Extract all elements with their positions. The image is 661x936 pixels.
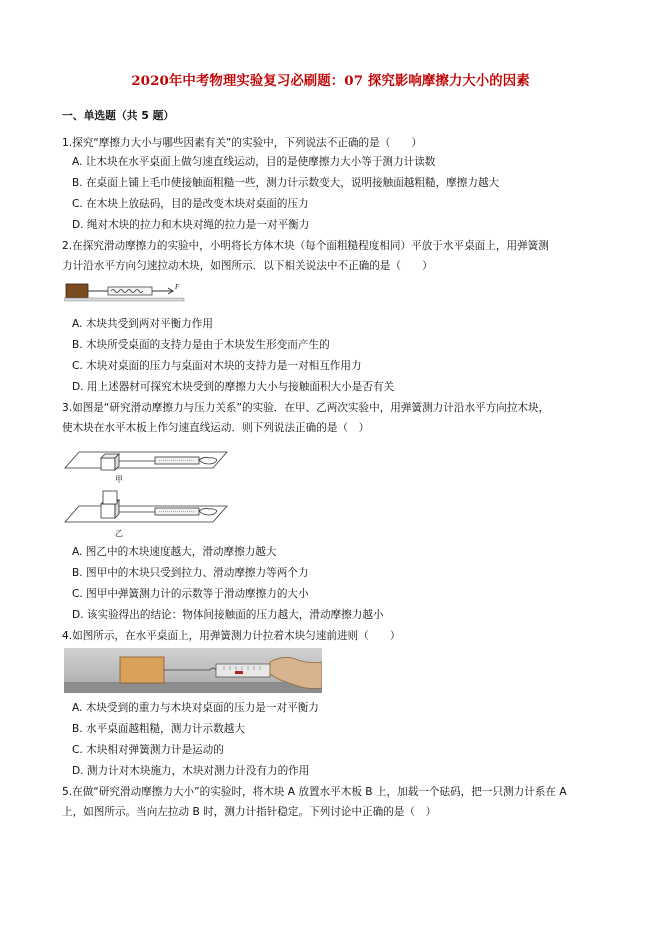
force-label: F <box>175 283 180 291</box>
question-3-option-b: B. 图甲中的木块只受到拉力、滑动摩擦力等两个力 <box>72 567 309 579</box>
question-1-option-b: B. 在桌面上铺上毛巾使接触面粗糙一些，测力计示数变大，说明接触面越粗糙，摩擦力越大 <box>72 177 500 189</box>
block-jia <box>101 458 115 470</box>
question-1-option-c: C. 在木块上放砝码，目的是改变木块对桌面的压力 <box>72 198 309 210</box>
question-3-option-c: C. 图甲中弹簧测力计的示数等于滑动摩擦力的大小 <box>72 588 309 600</box>
question-3-stem-line-2: 使木块在水平木板上作匀速直线运动．则下列说法正确的是（ ） <box>62 422 370 434</box>
figure-q2-block-spring-scale <box>64 281 190 305</box>
weight-block-yi <box>103 491 117 504</box>
question-2-option-a: A. 木块共受到两对平衡力作用 <box>72 318 213 330</box>
question-3-option-d: D. 该实验得出的结论：物体间接触面的压力越大，滑动摩擦力越小 <box>72 609 384 621</box>
question-1-option-a: A. 让木块在水平桌面上做匀速直线运动，目的是使摩擦力大小等于测力计读数 <box>72 156 436 168</box>
question-2-option-d: D. 用上述器材可探究木块受到的摩擦力大小与接触面积大小是否有关 <box>72 381 395 393</box>
figure-q4-photo <box>64 648 322 693</box>
spring-scale <box>216 664 270 677</box>
question-4-option-c: C. 木块相对弹簧测力计是运动的 <box>72 744 224 756</box>
table-edge <box>64 682 322 693</box>
question-2-option-b: B. 木块所受桌面的支持力是由于木块发生形变而产生的 <box>72 339 330 351</box>
figure-q3-two-setups <box>63 442 231 540</box>
block-yi <box>101 504 115 518</box>
wooden-block <box>66 284 88 298</box>
question-5-stem-line-2: 上，如图所示。当向左拉动 B 时，测力计指针稳定。下列讨论中正确的是（ ） <box>62 806 437 818</box>
question-1-option-d: D. 绳对木块的拉力和木块对绳的拉力是一对平衡力 <box>72 219 310 231</box>
question-4-option-d: D. 测力计对木块施力，木块对测力计没有力的作用 <box>72 765 310 777</box>
question-4-option-a: A. 木块受到的重力与木块对桌面的压力是一对平衡力 <box>72 702 319 714</box>
question-1-stem: 1.探究“摩擦力大小与哪些因素有关”的实验中，下列说法不正确的是（ ） <box>62 137 423 149</box>
wooden-block <box>120 657 164 683</box>
question-4-option-b: B. 水平桌面越粗糙，测力计示数越大 <box>72 723 245 735</box>
label-jia: 甲 <box>115 475 123 484</box>
label-yi: 乙 <box>115 529 123 538</box>
question-3-option-a: A. 图乙中的木块速度越大，滑动摩擦力越大 <box>72 546 277 558</box>
page-title: 2020年中考物理实验复习必刷题：07 探究影响摩擦力大小的因素 <box>131 73 530 89</box>
question-2-option-c: C. 木块对桌面的压力与桌面对木块的支持力是一对相互作用力 <box>72 360 362 372</box>
section-heading: 一、单选题（共 5 题） <box>62 109 175 122</box>
table-surface <box>64 298 184 301</box>
question-3-stem-line-1: 3.如图是“研究滑动摩擦力与压力关系”的实验．在甲、乙两次实验中，用弹簧测力计沿水平方向拉木块， <box>62 402 550 414</box>
scale-pointer <box>235 671 243 674</box>
question-5-stem-line-1: 5.在做“研究滑动摩擦力大小”的实验时，将木块 A 放置水平木板 B 上，加载一个砝码，把一只测力计系在 A <box>62 786 567 798</box>
question-2-stem-line-2: 力计沿水平方向匀速拉动木块，如图所示．以下相关说法中不正确的是（ ） <box>62 260 433 272</box>
question-4-stem: 4.如图所示，在水平桌面上，用弹簧测力计拉着木块匀速前进则（ ） <box>62 630 401 642</box>
question-2-stem-line-1: 2.在探究滑动摩擦力的实验中，小明将长方体木块（每个面粗糙程度相同）平放于水平桌面上，用弹簧测 <box>62 240 549 252</box>
